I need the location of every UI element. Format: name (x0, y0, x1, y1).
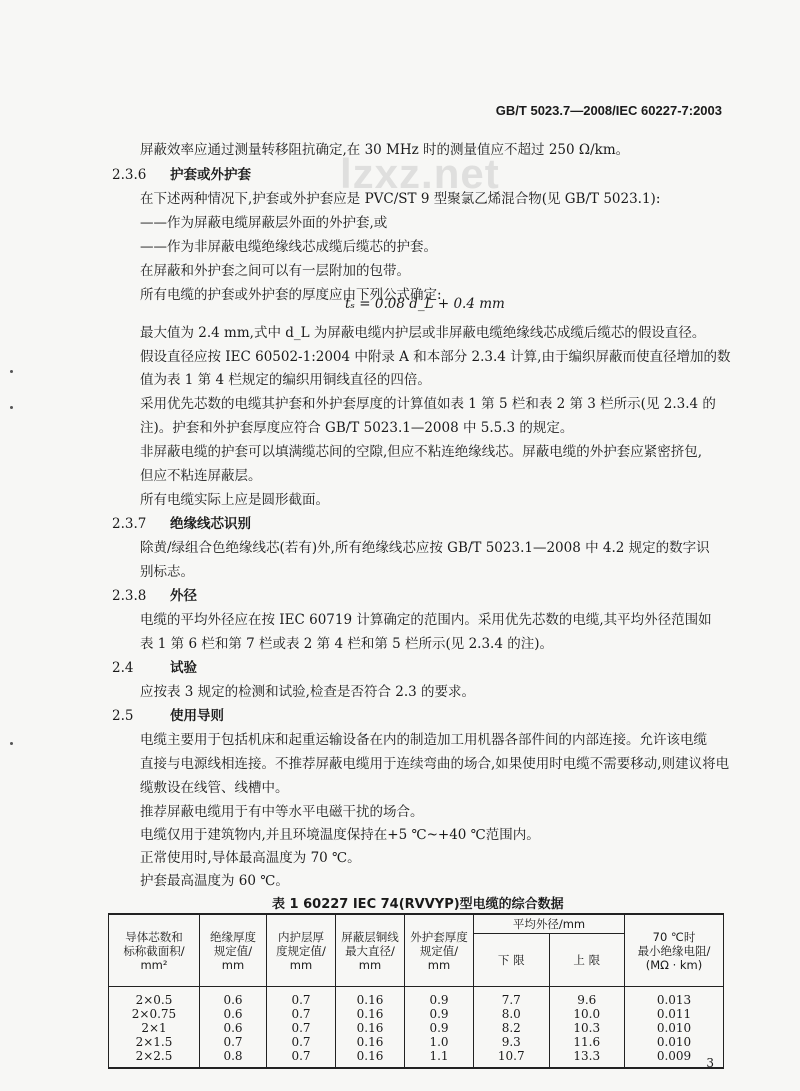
table-cell: 2×2.5 (109, 1049, 200, 1068)
table-cell: 7.7 (474, 987, 550, 1008)
paragraph-line: 缆敷设在线管、线槽中。 (140, 780, 289, 796)
table-cell: 0.16 (336, 987, 405, 1008)
table-cell: 0.16 (336, 1021, 405, 1035)
table-cell: 2×1 (109, 1021, 200, 1035)
paragraph-line: ——作为屏蔽电缆屏蔽层外面的外护套,或 (140, 215, 388, 231)
table-cell: 0.8 (200, 1049, 267, 1068)
table-cell: 0.7 (267, 987, 336, 1008)
page-number: 3 (706, 1056, 714, 1070)
table-caption: 表 1 60227 IEC 74(RVVYP)型电缆的综合数据 (272, 897, 564, 912)
col-header-insulation-resistance: 70 ℃时 最小绝缘电阻/ (MΩ · km) (625, 914, 724, 987)
scan-dot (10, 406, 13, 409)
table-cell: 0.16 (336, 1007, 405, 1021)
col-header-screen-wire: 屏蔽层铜线 最大直径/ mm (336, 914, 405, 987)
paragraph-line: 值为表 1 第 4 栏规定的编织用铜线直径的四倍。 (140, 372, 431, 388)
table-cell: 8.0 (474, 1007, 550, 1021)
paragraph-line: 别标志。 (140, 564, 194, 580)
paragraph-line: 采用优先芯数的电缆其护套和外护套厚度的计算值如表 1 第 5 栏和表 2 第 3 栏所示(见 2.3.4 的 (140, 396, 716, 412)
paragraph-line: 正常使用时,导体最高温度为 70 ℃。 (140, 850, 361, 866)
formula: tₛ = 0.08 d_L + 0.4 mm (345, 296, 505, 312)
paragraph-line: 直接与电源线相连接。不推荐屏蔽电缆用于连续弯曲的场合,如果使用时电缆不需要移动,则建议将电 (140, 756, 730, 772)
paragraph-line: 最大值为 2.4 mm,式中 d_L 为屏蔽电缆内护层或非屏蔽电缆绝缘线芯成缆后缆芯的假设直径。 (140, 325, 706, 341)
section-heading (112, 656, 197, 676)
table-cell: 0.009 (625, 1049, 724, 1068)
table-cell: 0.16 (336, 1049, 405, 1068)
paragraph-line: 推荐屏蔽电缆用于有中等水平电磁干扰的场合。 (140, 804, 424, 820)
scan-dot (10, 370, 13, 373)
table-cell: 0.16 (336, 1035, 405, 1049)
section-heading (112, 704, 224, 724)
paragraph-line: 电缆的平均外径应在按 IEC 60719 计算确定的范围内。采用优先芯数的电缆,其平均外径范围如 (140, 612, 712, 628)
paragraph-line: 电缆主要用于包括机床和起重运输设备在内的制造加工用机器各部件间的内部连接。允许该电缆 (140, 732, 707, 748)
table-cell: 0.9 (405, 987, 474, 1008)
table-cell: 0.7 (267, 1049, 336, 1068)
watermark: lzxz.net (340, 150, 500, 197)
section-number: 2.5 (112, 708, 134, 724)
paragraph-line: 应按表 3 规定的检测和试验,检查是否符合 2.3 的要求。 (140, 684, 476, 700)
col-header-lower-limit: 下 限 (474, 934, 550, 987)
table-cell: 2×1.5 (109, 1035, 200, 1049)
section-title: 护套或外护套 (170, 167, 251, 183)
table-cell: 13.3 (549, 1049, 625, 1068)
section-number: 2.3.8 (112, 588, 147, 604)
paragraph-line: 在屏蔽和外护套之间可以有一层附加的包带。 (140, 263, 410, 279)
paragraph-line: 除黄/绿组合色绝缘线芯(若有)外,所有绝缘线芯应按 GB/T 5023.1—2008 中 4.2 规定的数字识 (140, 540, 710, 556)
table-cell: 2×0.75 (109, 1007, 200, 1021)
paragraph-line: 但应不粘连屏蔽层。 (140, 468, 262, 484)
paragraph-line: 电缆仅用于建筑物内,并且环境温度保持在+5 ℃~+40 ℃范围内。 (140, 827, 540, 843)
page-header: GB/T 5023.7—2008/IEC 60227-7:2003 (495, 103, 722, 118)
table-cell: 0.010 (625, 1021, 724, 1035)
table-cell: 0.010 (625, 1035, 724, 1049)
cable-data-table (108, 913, 724, 1069)
section-heading (112, 584, 197, 604)
scan-dot (10, 742, 13, 745)
table-cell: 10.7 (474, 1049, 550, 1068)
paragraph-line: 护套最高温度为 60 ℃。 (140, 873, 289, 889)
col-header-cores: 导体芯数和 标称截面积/ mm² (109, 914, 200, 987)
paragraph-line: 表 1 第 6 栏和第 7 栏或表 2 第 4 栏和第 5 栏所示(见 2.3.4 的注)。 (140, 636, 553, 652)
section-number: 2.4 (112, 660, 134, 676)
table-cell: 0.6 (200, 1007, 267, 1021)
table-cell: 0.7 (267, 1021, 336, 1035)
table-cell: 0.011 (625, 1007, 724, 1021)
table-row (109, 987, 724, 1008)
section-title: 绝缘线芯识别 (170, 516, 251, 532)
col-header-upper-limit: 上 限 (549, 934, 625, 987)
paragraph-line: ——作为非屏蔽电缆绝缘线芯成缆后缆芯的护套。 (140, 239, 437, 255)
paragraph-line: 所有电缆的护套或外护套的厚度应由下列公式确定: (140, 287, 442, 303)
col-header-outer-sheath: 外护套厚度 规定值/ mm (405, 914, 474, 987)
paragraph-line: 非屏蔽电缆的护套可以填满缆芯间的空隙,但应不粘连绝缘线芯。屏蔽电缆的外护套应紧密挤包, (140, 444, 703, 460)
table-cell: 9.3 (474, 1035, 550, 1049)
col-header-insulation: 绝缘厚度 规定值/ mm (200, 914, 267, 987)
table-cell: 0.6 (200, 987, 267, 1008)
table-cell: 0.7 (267, 1007, 336, 1021)
table-cell: 8.2 (474, 1021, 550, 1035)
section-title: 使用导则 (170, 708, 224, 724)
col-header-inner-sheath: 内护层厚 度规定值/ mm (267, 914, 336, 987)
table-row (109, 1049, 724, 1068)
table-cell: 1.1 (405, 1049, 474, 1068)
table-cell: 0.9 (405, 1021, 474, 1035)
paragraph-line: 在下述两种情况下,护套或外护套应是 PVC/ST 9 型聚氯乙烯混合物(见 GB/T 5023.1): (140, 191, 661, 207)
table-cell: 0.7 (267, 1035, 336, 1049)
table-row (109, 1035, 724, 1049)
table-cell: 11.6 (549, 1035, 625, 1049)
table-cell: 0.6 (200, 1021, 267, 1035)
paragraph-line: 假设直径应按 IEC 60502-1:2004 中附录 A 和本部分 2.3.4 计算,由于编织屏蔽而使直径增加的数 (140, 349, 731, 365)
section-number: 2.3.6 (112, 167, 147, 183)
col-header-mean-diameter: 平均外径/mm (474, 914, 625, 934)
table-cell: 0.013 (625, 987, 724, 1008)
paragraph-line: 所有电缆实际上应是圆形截面。 (140, 492, 329, 508)
section-heading (112, 512, 251, 532)
paragraph: 屏蔽效率应通过测量转移阻抗确定,在 30 MHz 时的测量值应不超过 250 Ω/km。 (140, 142, 630, 158)
table-cell: 10.3 (549, 1021, 625, 1035)
table-cell: 0.9 (405, 1007, 474, 1021)
table-row (109, 1021, 724, 1035)
paragraph-line: 注)。护套和外护套厚度应符合 GB/T 5023.1—2008 中 5.5.3 的规定。 (140, 420, 574, 436)
table-row (109, 1007, 724, 1021)
section-heading (112, 163, 251, 183)
section-number: 2.3.7 (112, 516, 147, 532)
table-cell: 9.6 (549, 987, 625, 1008)
table-cell: 0.7 (200, 1035, 267, 1049)
section-title: 外径 (170, 588, 197, 604)
table-cell: 10.0 (549, 1007, 625, 1021)
table-cell: 2×0.5 (109, 987, 200, 1008)
section-title: 试验 (170, 660, 197, 676)
table-cell: 1.0 (405, 1035, 474, 1049)
